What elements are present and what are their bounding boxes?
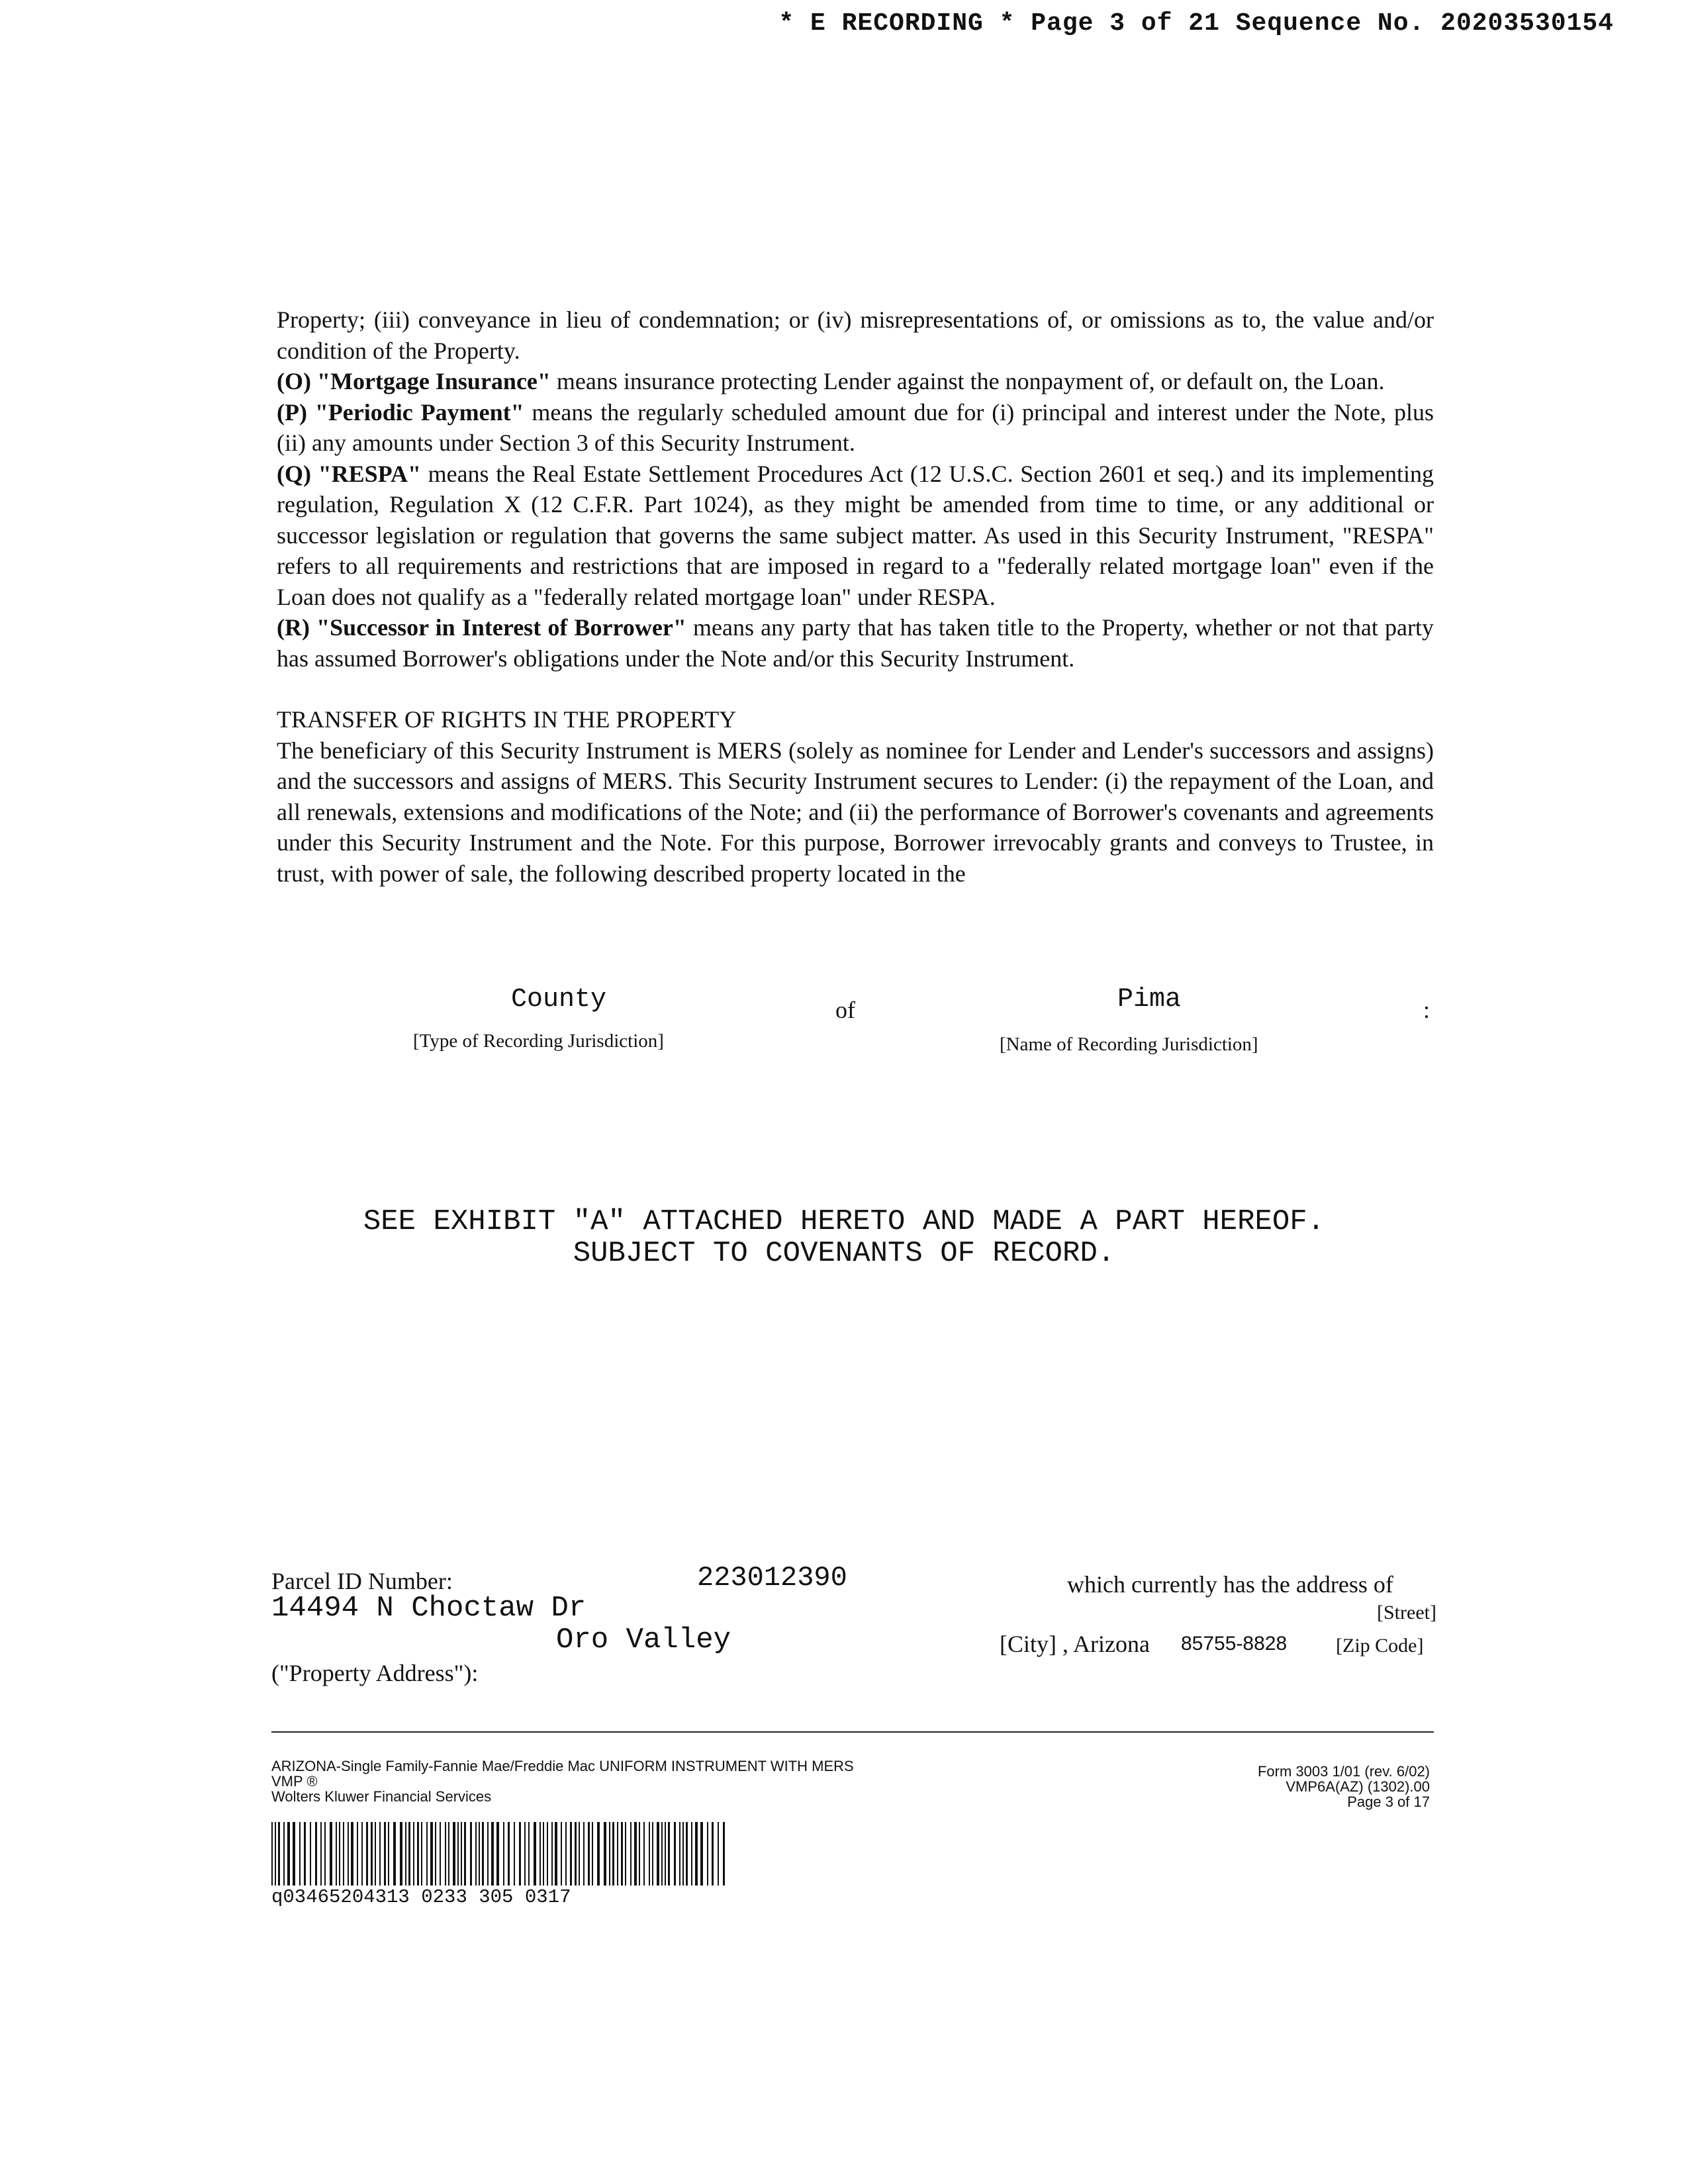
definition-p: [277, 397, 1434, 459]
exhibit-line-1: SEE EXHIBIT "A" ATTACHED HERETO AND MADE A PART HEREOF.: [363, 1205, 1325, 1238]
footer-page: Page 3 of 17: [1347, 1794, 1430, 1810]
definition-r-term: (R) "Successor in Interest of Borrower": [277, 614, 686, 641]
document-body: [277, 304, 1434, 889]
definition-q-term: (Q) "RESPA": [277, 460, 421, 487]
footer-form-code: VMP6A(AZ) (1302).00: [1286, 1778, 1430, 1795]
jurisdiction-colon: :: [1423, 997, 1430, 1023]
exhibit-notice: [0, 1206, 1688, 1269]
recording-header: * E RECORDING * Page 3 of 21 Sequence No. 20203530154: [778, 9, 1614, 38]
jurisdiction-type-value: County: [511, 985, 607, 1015]
definition-o: [277, 366, 1434, 397]
footer-left: [271, 1758, 854, 1804]
transfer-paragraph: The beneficiary of this Security Instrument is MERS (solely as nominee for Lender and Lender's successors and assigns) and the successors and assigns of MERS. This Security Instrument secures to Lender: (i) the repayment of the Loan, and all renewals, extensions and modifications of the Note; and (ii) the performance of Borrower's covenants and agreements under this Security Instrument and the Note. For this purpose, Borrower irrevocably grants and conveys to Trustee, in trust, with power of sale, the following described property located in the: [277, 737, 1434, 887]
parcel-id-label: Parcel ID Number:: [271, 1568, 453, 1594]
footer-right: [1258, 1764, 1430, 1809]
footer-publisher: Wolters Kluwer Financial Services: [271, 1788, 492, 1805]
jurisdiction-type-label: [Type of Recording Jurisdiction]: [413, 1030, 664, 1052]
barcode: [271, 1822, 729, 1886]
city-value: Oro Valley: [556, 1623, 731, 1657]
zip-value: 85755-8828: [1181, 1633, 1288, 1655]
transfer-heading: TRANSFER OF RIGHTS IN THE PROPERTY: [277, 706, 737, 733]
parcel-id-number: 223012390: [697, 1562, 847, 1594]
footer-vmp: VMP ®: [271, 1773, 318, 1790]
definition-r-text: means any party that has taken title to the Property, whether or not that party has assumed Borrower's obligations under the Note and/or this Security Instrument.: [277, 614, 1434, 672]
street-address: 14494 N Choctaw Dr: [271, 1592, 586, 1625]
jurisdiction-name-label: [Name of Recording Jurisdiction]: [1000, 1034, 1258, 1055]
street-label: [Street]: [1377, 1602, 1436, 1623]
definition-continuation: Property; (iii) conveyance in lieu of condemnation; or (iv) misrepresentations of, or omissions as to, the value and/or condition of the Property.: [277, 306, 1434, 364]
property-address-label: ("Property Address"):: [271, 1660, 479, 1686]
footer-form-title: ARIZONA-Single Family-Fannie Mae/Freddie Mac UNIFORM INSTRUMENT WITH MERS: [271, 1758, 854, 1774]
zip-label: [Zip Code]: [1336, 1635, 1424, 1657]
definition-q: [277, 459, 1434, 613]
definition-o-term: (O) "Mortgage Insurance": [277, 368, 551, 394]
jurisdiction-name-value: Pima: [1117, 985, 1182, 1015]
jurisdiction-of: of: [835, 997, 855, 1023]
address-intro: which currently has the address of: [1067, 1571, 1393, 1598]
definition-o-text: means insurance protecting Lender against the nonpayment of, or default on, the Loan.: [550, 368, 1385, 394]
definition-p-text: means the regularly scheduled amount due for (i) principal and interest under the Note, plus (ii) any amounts under Section 3 of this Security Instrument.: [277, 398, 1434, 456]
exhibit-line-2: SUBJECT TO COVENANTS OF RECORD.: [573, 1237, 1115, 1270]
definition-q-text: means the Real Estate Settlement Procedures Act (12 U.S.C. Section 2601 et seq.) and its implementing regulation, Regulation X (12 C.F.R. Part 1024), as they might be amended from time to time, or any additional or successor legislation or regulation that governs the same subject matter. As used in this Security Instrument, "RESPA" refers to all requirements and restrictions that are imposed in regard to a "federally related mortgage loan" even if the Loan does not qualify as a "federally related mortgage loan" under RESPA.: [277, 460, 1434, 610]
city-state-label: [City] , Arizona: [1000, 1631, 1150, 1657]
footer-form-number: Form 3003 1/01 (rev. 6/02): [1257, 1763, 1430, 1780]
definition-r: [277, 612, 1434, 674]
barcode-number: q03465204313 0233 305 0317: [271, 1886, 571, 1908]
footer-divider: [271, 1731, 1434, 1733]
definition-p-term: (P) "Periodic Payment": [277, 398, 524, 426]
